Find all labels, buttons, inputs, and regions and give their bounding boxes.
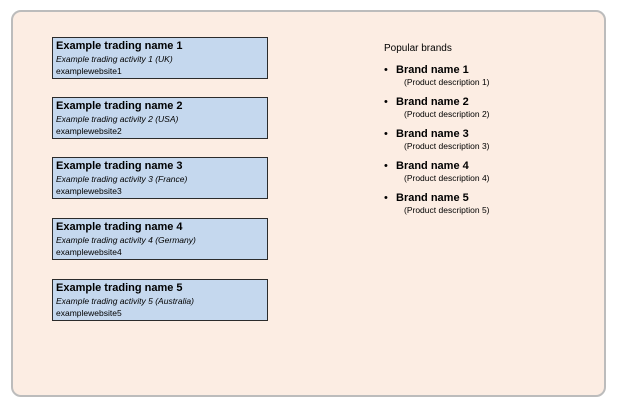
- company-card-4: [52, 218, 268, 260]
- brand-name: Brand name 2: [396, 96, 469, 108]
- brand-name: Brand name 1: [396, 64, 469, 76]
- company-name: Example trading name 4: [56, 221, 183, 233]
- company-card-3: [52, 157, 268, 199]
- bullet-icon: •: [384, 160, 388, 172]
- popular-brands-title: Popular brands: [384, 43, 452, 54]
- company-name: Example trading name 2: [56, 100, 183, 112]
- brand-description: (Product description 3): [404, 141, 490, 151]
- brand-item: [384, 192, 584, 224]
- company-activity: Example trading activity 2 (USA): [56, 114, 179, 124]
- popular-brands-section: [384, 43, 584, 224]
- brand-item: [384, 96, 584, 128]
- brand-description: (Product description 1): [404, 77, 490, 87]
- brand-name: Brand name 4: [396, 160, 469, 172]
- brand-name: Brand name 5: [396, 192, 469, 204]
- brand-item: [384, 160, 584, 192]
- company-website: examplewebsite5: [56, 308, 122, 318]
- company-activity: Example trading activity 1 (UK): [56, 54, 173, 64]
- bullet-icon: •: [384, 96, 388, 108]
- company-card-5: [52, 279, 268, 321]
- company-website: examplewebsite1: [56, 66, 122, 76]
- company-name: Example trading name 1: [56, 40, 183, 52]
- company-activity: Example trading activity 5 (Australia): [56, 296, 194, 306]
- company-website: examplewebsite2: [56, 126, 122, 136]
- company-name: Example trading name 5: [56, 282, 183, 294]
- brand-item: [384, 128, 584, 160]
- company-card-1: [52, 37, 268, 79]
- company-name: Example trading name 3: [56, 160, 183, 172]
- bullet-icon: •: [384, 128, 388, 140]
- company-activity: Example trading activity 3 (France): [56, 174, 188, 184]
- company-card-2: [52, 97, 268, 139]
- brand-description: (Product description 2): [404, 109, 490, 119]
- bullet-icon: •: [384, 192, 388, 204]
- company-website: examplewebsite4: [56, 247, 122, 257]
- company-website: examplewebsite3: [56, 186, 122, 196]
- brand-description: (Product description 4): [404, 173, 490, 183]
- company-activity: Example trading activity 4 (Germany): [56, 235, 196, 245]
- brand-description: (Product description 5): [404, 205, 490, 215]
- brand-name: Brand name 3: [396, 128, 469, 140]
- brand-list: [384, 64, 584, 224]
- bullet-icon: •: [384, 64, 388, 76]
- brand-item: [384, 64, 584, 96]
